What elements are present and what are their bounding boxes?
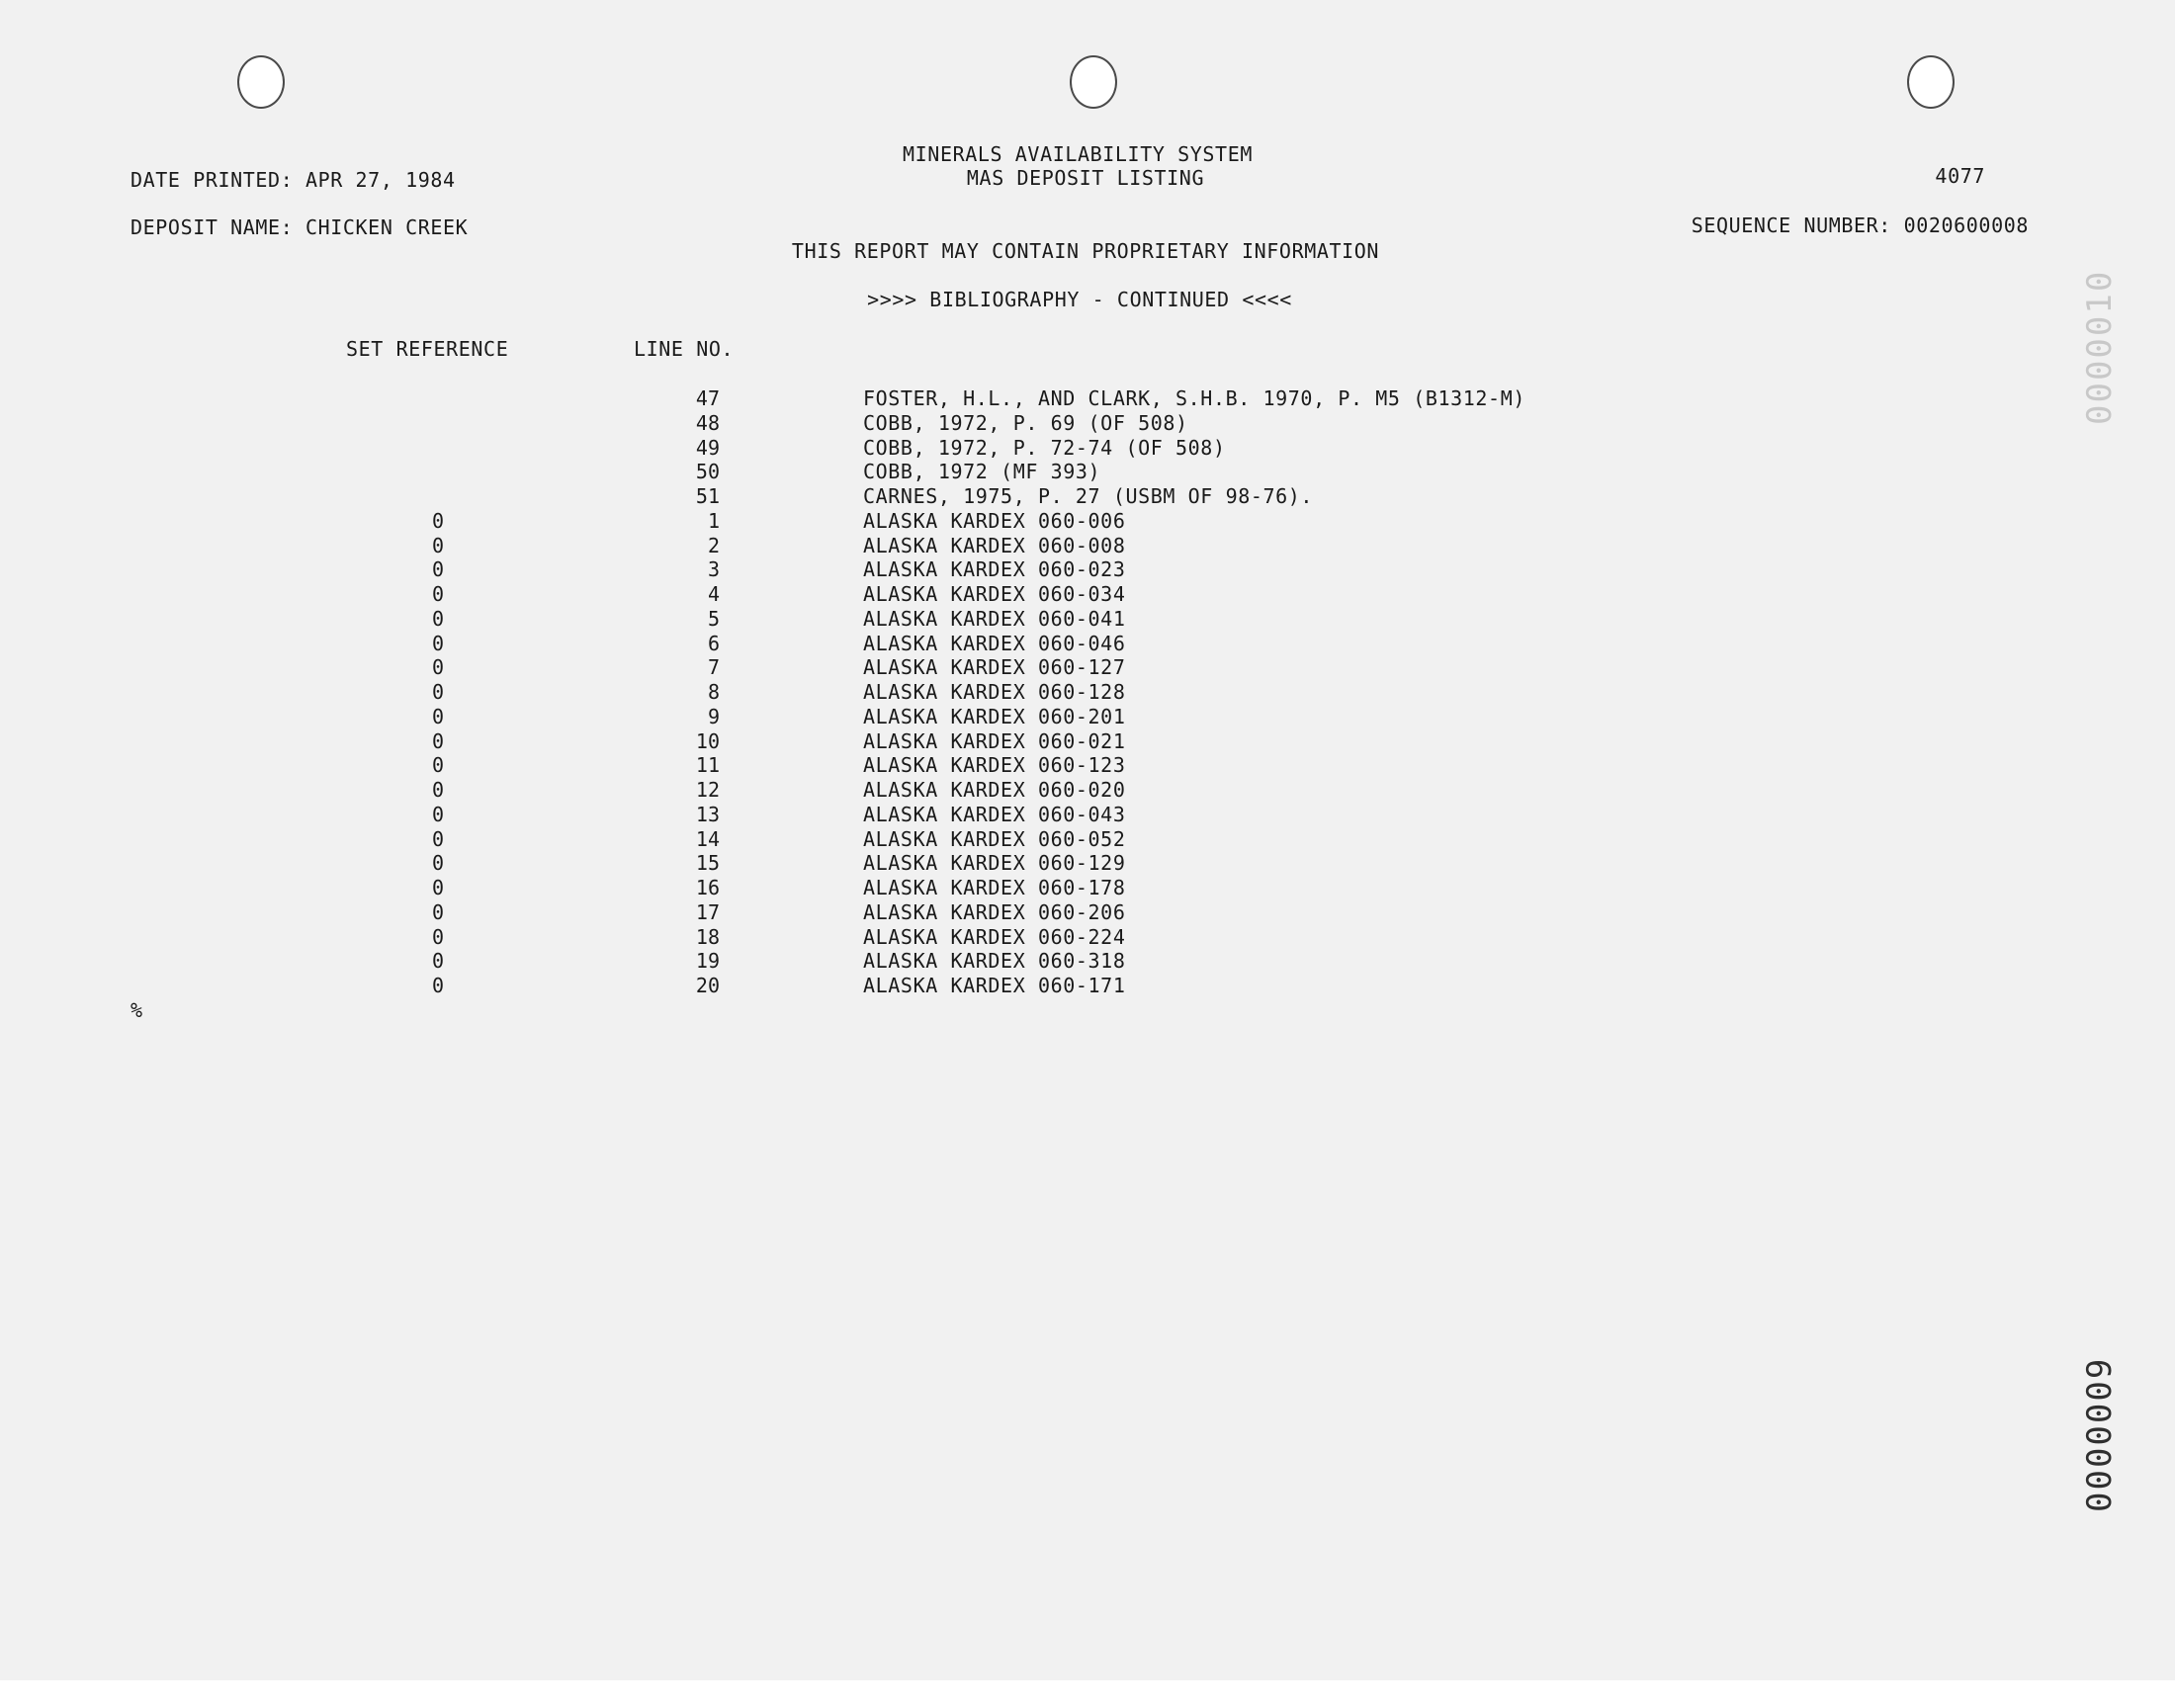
table-row <box>0 851 2175 876</box>
set-reference-cell: 0 <box>431 802 445 826</box>
reference-text-cell: ALASKA KARDEX 060-206 <box>863 899 1126 924</box>
set-reference-cell: 0 <box>431 533 445 557</box>
table-row <box>0 827 2175 852</box>
reference-text-cell: ALASKA KARDEX 060-224 <box>863 924 1126 949</box>
line-number-cell: 4 <box>707 582 720 606</box>
table-row <box>0 386 2175 411</box>
line-number-cell: 10 <box>695 728 720 753</box>
line-number-cell: 20 <box>695 974 720 997</box>
reference-text-cell: ALASKA KARDEX 060-043 <box>863 802 1126 826</box>
set-reference-cell: 0 <box>431 753 445 778</box>
reference-text-cell: ALASKA KARDEX 060-041 <box>863 606 1126 631</box>
line-number-cell: 3 <box>707 557 720 582</box>
punch-hole-center <box>1070 55 1117 109</box>
table-row <box>0 582 2175 607</box>
set-reference-cell: 0 <box>431 606 445 631</box>
set-reference-cell: 0 <box>431 680 445 704</box>
reference-text-cell: ALASKA KARDEX 060-020 <box>863 778 1126 802</box>
reference-text-cell: ALASKA KARDEX 060-318 <box>863 949 1126 974</box>
table-row <box>0 607 2175 632</box>
line-number-cell: 47 <box>695 386 720 410</box>
set-reference-cell: 0 <box>431 851 445 876</box>
set-reference-cell: 0 <box>431 949 445 974</box>
set-reference-cell: 0 <box>431 557 445 582</box>
table-row <box>0 411 2175 436</box>
reference-text-cell: ALASKA KARDEX 060-052 <box>863 826 1126 851</box>
table-row <box>0 753 2175 778</box>
line-number-cell: 50 <box>695 460 720 484</box>
table-row <box>0 900 2175 925</box>
table-row <box>0 460 2175 484</box>
table-row <box>0 509 2175 534</box>
table-row <box>0 534 2175 558</box>
table-row <box>0 632 2175 656</box>
punch-hole-right <box>1907 55 1955 109</box>
table-row <box>0 974 2175 998</box>
line-number-cell: 48 <box>695 410 720 435</box>
line-number-cell: 12 <box>695 778 720 802</box>
set-reference-cell: 0 <box>431 899 445 924</box>
line-number-cell: 16 <box>695 876 720 899</box>
table-row <box>0 876 2175 900</box>
page-stamp-bottom: 0000009 <box>2080 1356 2120 1512</box>
reference-text-cell: COBB, 1972, P. 69 (OF 508) <box>863 410 1188 435</box>
system-title: MINERALS AVAILABILITY SYSTEM <box>903 142 1253 166</box>
reference-text-cell: ALASKA KARDEX 060-171 <box>863 974 1126 997</box>
set-reference-cell: 0 <box>431 778 445 802</box>
table-row <box>0 557 2175 582</box>
reference-text-cell: ALASKA KARDEX 060-023 <box>863 557 1126 582</box>
date-printed: DATE PRINTED: APR 27, 1984 <box>130 168 456 192</box>
line-number-cell: 8 <box>707 680 720 704</box>
line-number-cell: 14 <box>695 826 720 851</box>
punch-hole-left <box>237 55 285 109</box>
deposit-name: DEPOSIT NAME: CHICKEN CREEK <box>130 215 469 239</box>
table-row <box>0 705 2175 729</box>
set-reference-cell: 0 <box>431 924 445 949</box>
table-row <box>0 680 2175 705</box>
end-marker: % <box>130 998 143 1022</box>
reference-text-cell: CARNES, 1975, P. 27 (USBM OF 98-76). <box>863 484 1314 508</box>
page-stamp-top: 0000010 <box>2080 269 2120 425</box>
line-number-cell: 19 <box>695 949 720 974</box>
reference-text-cell: COBB, 1972, P. 72-74 (OF 508) <box>863 435 1226 460</box>
table-row <box>0 778 2175 803</box>
table-row <box>0 729 2175 754</box>
line-number-cell: 49 <box>695 435 720 460</box>
bibliography-table <box>0 386 2175 998</box>
reference-text-cell: ALASKA KARDEX 060-128 <box>863 680 1126 704</box>
set-reference-cell: 0 <box>431 508 445 533</box>
column-header-line-no: LINE NO. <box>634 337 735 361</box>
line-number-cell: 1 <box>707 508 720 533</box>
proprietary-notice: THIS REPORT MAY CONTAIN PROPRIETARY INFORMATION <box>791 239 1380 263</box>
table-row <box>0 949 2175 974</box>
line-number-cell: 9 <box>707 704 720 728</box>
line-number-cell: 5 <box>707 606 720 631</box>
set-reference-cell: 0 <box>431 704 445 728</box>
line-number-cell: 15 <box>695 851 720 876</box>
reference-text-cell: ALASKA KARDEX 060-123 <box>863 753 1126 778</box>
line-number-cell: 2 <box>707 533 720 557</box>
line-number-cell: 51 <box>695 484 720 508</box>
line-number-cell: 6 <box>707 631 720 655</box>
reference-text-cell: ALASKA KARDEX 060-178 <box>863 876 1126 899</box>
page-number: 4077 <box>1935 164 1985 188</box>
table-row <box>0 803 2175 827</box>
set-reference-cell: 0 <box>431 826 445 851</box>
reference-text-cell: FOSTER, H.L., AND CLARK, S.H.B. 1970, P. M5 (B1312-M) <box>863 386 1525 410</box>
line-number-cell: 18 <box>695 924 720 949</box>
set-reference-cell: 0 <box>431 728 445 753</box>
table-row <box>0 925 2175 950</box>
line-number-cell: 7 <box>707 655 720 680</box>
set-reference-cell: 0 <box>431 655 445 680</box>
reference-text-cell: ALASKA KARDEX 060-129 <box>863 851 1126 876</box>
reference-text-cell: ALASKA KARDEX 060-008 <box>863 533 1126 557</box>
table-row <box>0 484 2175 509</box>
line-number-cell: 13 <box>695 802 720 826</box>
reference-text-cell: ALASKA KARDEX 060-034 <box>863 582 1126 606</box>
listing-title: MAS DEPOSIT LISTING <box>966 166 1205 190</box>
set-reference-cell: 0 <box>431 631 445 655</box>
column-header-set-reference: SET REFERENCE <box>346 337 509 361</box>
set-reference-cell: 0 <box>431 876 445 899</box>
line-number-cell: 17 <box>695 899 720 924</box>
line-number-cell: 11 <box>695 753 720 778</box>
sequence-number: SEQUENCE NUMBER: 0020600008 <box>1691 214 2029 237</box>
reference-text-cell: ALASKA KARDEX 060-021 <box>863 728 1126 753</box>
table-row <box>0 436 2175 461</box>
reference-text-cell: ALASKA KARDEX 060-006 <box>863 508 1126 533</box>
reference-text-cell: ALASKA KARDEX 060-201 <box>863 704 1126 728</box>
set-reference-cell: 0 <box>431 974 445 997</box>
table-row <box>0 655 2175 680</box>
reference-text-cell: ALASKA KARDEX 060-046 <box>863 631 1126 655</box>
reference-text-cell: COBB, 1972 (MF 393) <box>863 460 1101 484</box>
section-title: >>>> BIBLIOGRAPHY - CONTINUED <<<< <box>867 288 1292 311</box>
reference-text-cell: ALASKA KARDEX 060-127 <box>863 655 1126 680</box>
set-reference-cell: 0 <box>431 582 445 606</box>
